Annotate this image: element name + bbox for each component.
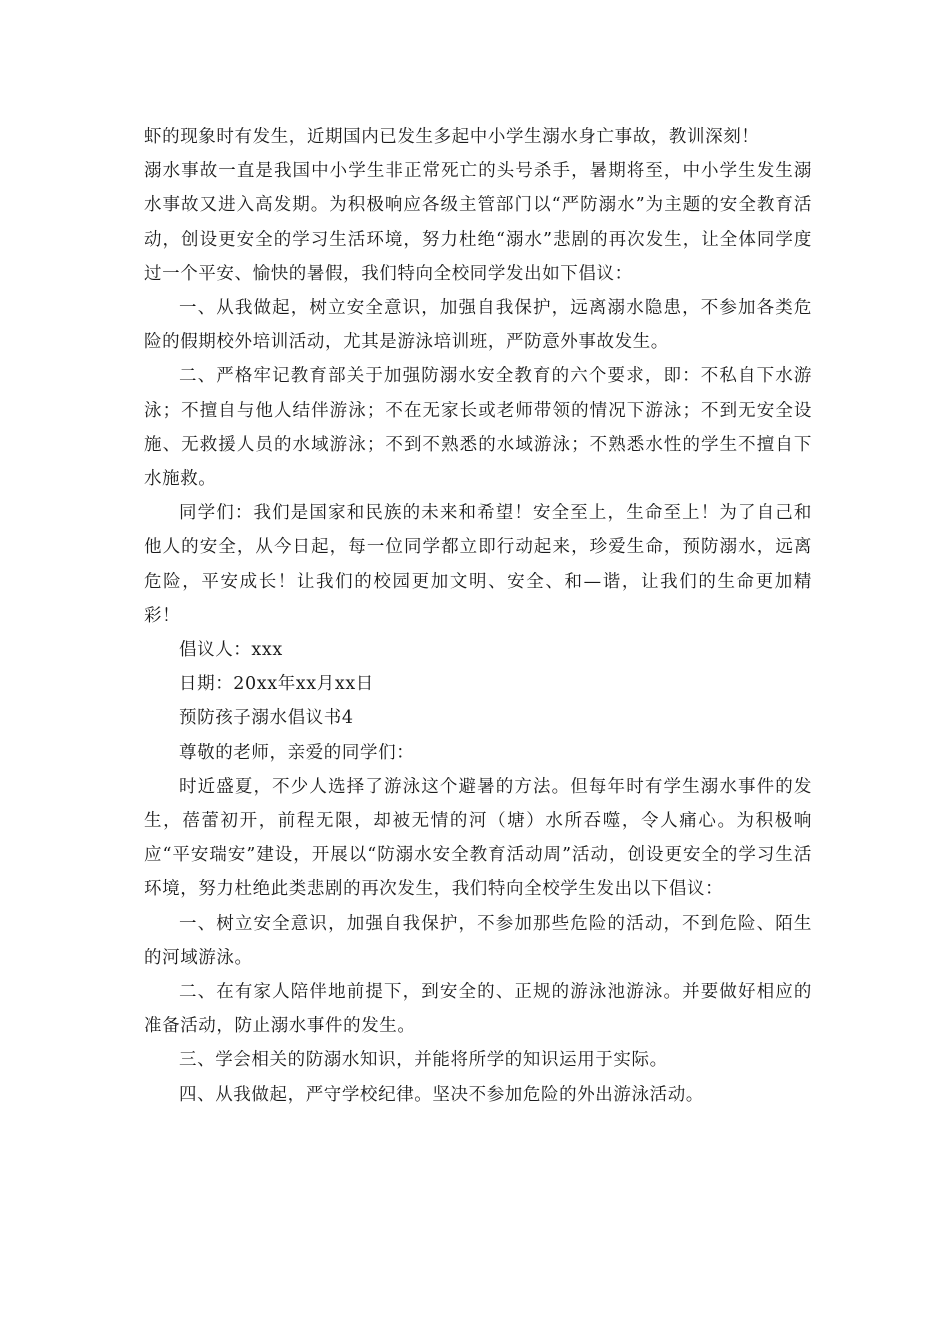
date-line: 日期：20xx年xx月xx日	[179, 674, 374, 695]
paragraph-13: 三、学会相关的防溺水知识，并能将所学的知识运用于实际。	[179, 1050, 668, 1071]
section-title: 预防孩子溺水倡议书4	[179, 708, 354, 729]
salutation: 尊敬的老师，亲爱的同学们：	[179, 742, 415, 763]
paragraph-4: 二、严格牢记教育部关于加强防溺水安全教育的六个要求，即：不私自下水游泳；不擅自与他人结伴游泳；不在无家长或老师带领的情况下游泳；不到无安全设施、无救援人员的水域游泳；不到不熟悉的水域游泳；不熟悉水性的学生不擅自下水施救。	[144, 366, 812, 490]
paragraph-5: 同学们：我们是国家和民族的未来和希望！安全至上，生命至上！为了自己和他人的安全，从今日起，每一位同学都立即行动起来，珍爱生命，预防溺水，远离危险，平安成长！让我们的校园更加文明、安全、和—谐，让我们的生命更加精彩！	[144, 503, 812, 626]
paragraph-3: 一、从我做起，树立安全意识，加强自我保护，远离溺水隐患，不参加各类危险的假期校外培训活动，尤其是游泳培训班，严防意外事故发生。	[144, 298, 812, 353]
paragraph-10: 时近盛夏，不少人选择了游泳这个避暑的方法。但每年时有学生溺水事件的发生，蓓蕾初开，前程无限，却被无情的河（塘）水所吞噬，令人痛心。为积极响应“平安瑞安”建设，开展以“防溺水安全教育活动周”活动，创设更安全的学习生活环境，努力杜绝此类悲剧的再次发生，我们特向全校学生发出以下倡议：	[144, 776, 812, 900]
paragraph-11: 一、树立安全意识，加强自我保护，不参加那些危险的活动，不到危险、陌生的河域游泳。	[144, 913, 812, 968]
paragraph-12: 二、在有家人陪伴地前提下，到安全的、正规的游泳池游泳。并要做好相应的准备活动，防止溺水事件的发生。	[144, 982, 812, 1037]
paragraph-1: 虾的现象时有发生，近期国内已发生多起中小学生溺水身亡事故，教训深刻！	[144, 127, 760, 147]
document-page	[144, 120, 812, 1112]
paragraph-14: 四、从我做起，严守学校纪律。坚决不参加危险的外出游泳活动。	[179, 1084, 704, 1105]
paragraph-2: 溺水事故一直是我国中小学生非正常死亡的头号杀手，暑期将至，中小学生发生溺水事故又进入高发期。为积极响应各级主管部门以“严防溺水”为主题的安全教育活动，创设更安全的学习生活环境，努力杜绝“溺水”悲剧的再次发生，让全体同学度过一个平安、愉快的暑假，我们特向全校同学发出如下倡议：	[144, 161, 812, 284]
proposer-line: 倡议人：xxx	[179, 640, 283, 661]
